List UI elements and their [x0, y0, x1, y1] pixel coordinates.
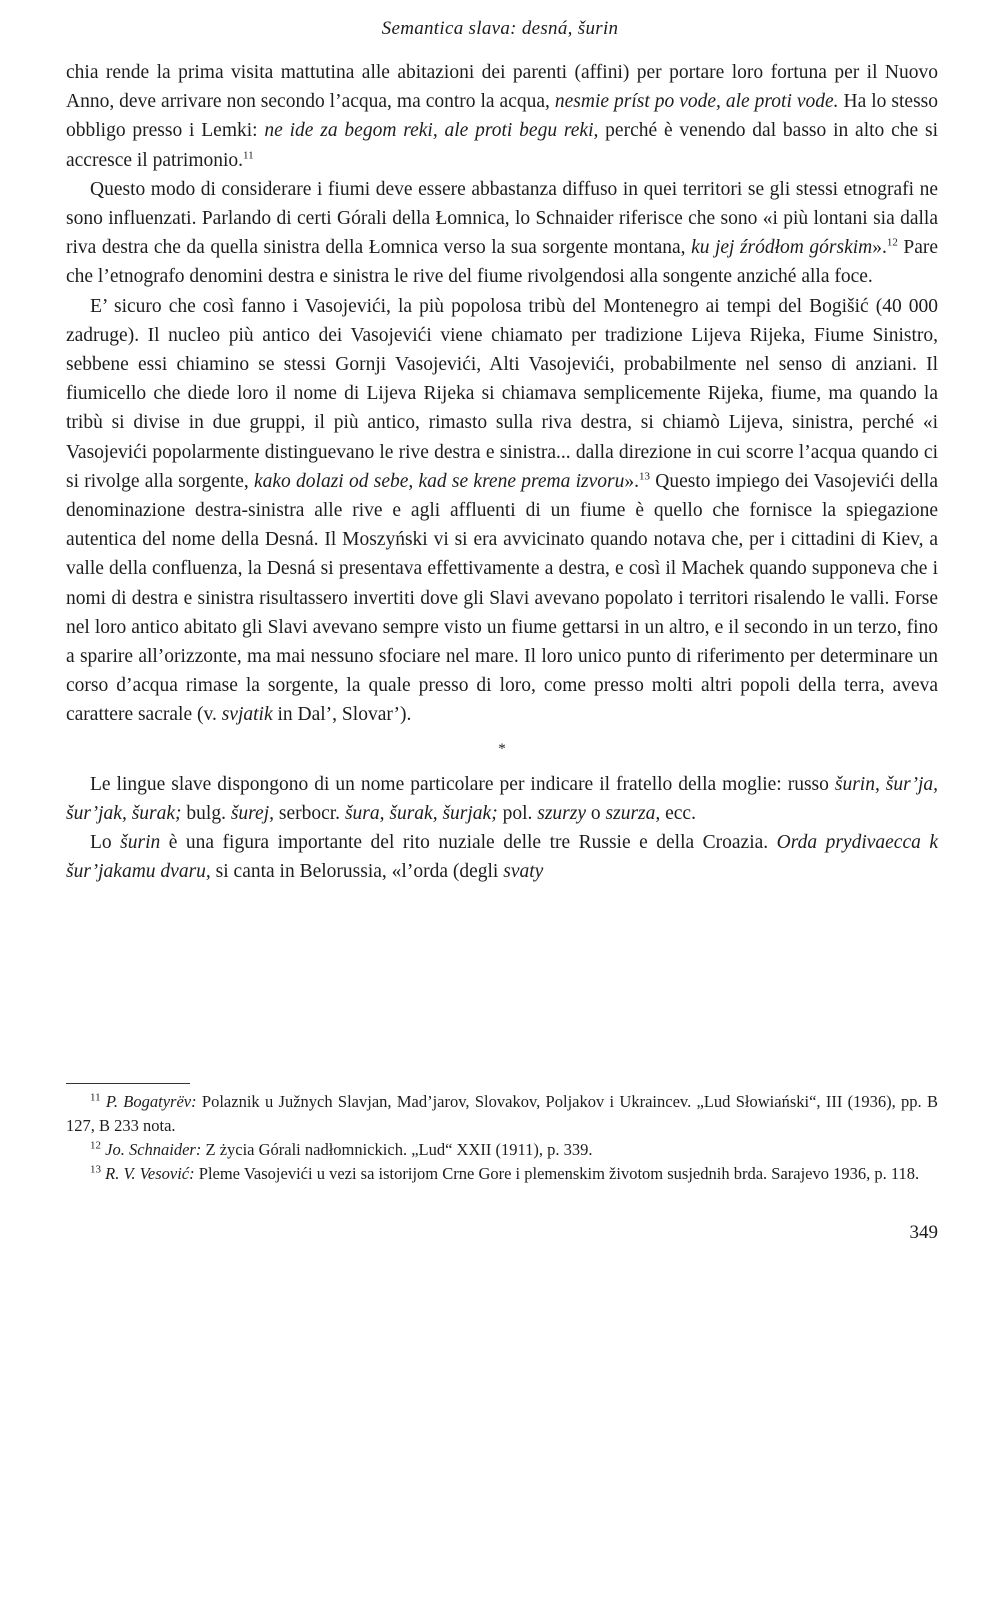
paragraph-5	[66, 828, 938, 886]
main-text	[66, 58, 938, 886]
footnote-text: Z życia Górali nadłomnickich. „Lud“ XXII (1911), p. 339.	[201, 1140, 593, 1159]
footnote-ref-12[interactable]: 12	[886, 236, 898, 249]
text-run: si canta in Belorussia, «l’orda (degli	[210, 861, 504, 883]
paragraph-1	[66, 58, 938, 175]
italic-term: šura, šurak, šurjak;	[344, 802, 498, 824]
italic-quote: ne ide za begom reki, ale proti begu reki,	[264, 120, 599, 142]
text-run: Ha lo stesso obbligo presso i Lemki:	[66, 91, 938, 142]
footnote-text: Polaznik u Južnych Slavjan, Mad’jarov, Slovakov, Poljakov i Ukraincev. „Lud Słowiański“, III (1936), pp. B 127, B 233 nota.	[66, 1092, 938, 1135]
footnote-number: 12	[90, 1139, 101, 1152]
italic-quote: Orda prydivaecca k šur’jakamu dvaru,	[66, 832, 938, 883]
italic-term: šurin, šur’ja, šur’jak, šurak;	[66, 773, 938, 824]
text-run: è una figura importante del rito nuziale delle tre Russie e della Croazia.	[160, 832, 777, 854]
text-run: serbocr.	[274, 802, 345, 824]
text-run: ».	[872, 237, 887, 259]
italic-quote: ku jej źródłom górskim	[691, 237, 873, 259]
text-run: bulg.	[181, 802, 231, 824]
footnote-ref-13[interactable]: 13	[638, 470, 650, 483]
text-run: Lo	[90, 832, 121, 854]
text-run: E’ sicuro che così fanno i Vasojevići, la più popolosa tribù del Montenegro ai tempi del Bogišić (40 000 zadruge). Il nucleo più antico dei Vasojevići viene chiamato per tradizione Lijeva Rijeka, Fiume Sinistro, sebbene essi chiamino se stessi Gornji Vasojevići, Alti Vasojevići, probabilmente nel senso di anziani. Il fiumicello che diede loro il nome di Lijeva Rijeka si chiamava semplicemente Rijeka, fiume, ma quando la tribù si divise in due gruppi, il più antico, rimasto sulla riva destra, si chiamò Lijeva, sinistra, perché «i Vasojevići popolarmente distinguevano le rive destra e sinistra... dalla direzione in cui scorre l’acqua quando ci si rivolge alla sorgente,	[66, 295, 938, 492]
text-run: ».	[624, 470, 639, 492]
footnote-ref-11[interactable]: 11	[243, 149, 254, 162]
footnotes	[66, 1090, 938, 1186]
paragraph-2	[66, 175, 938, 292]
footnote-author: Jo. Schnaider:	[105, 1140, 202, 1159]
page-number: 349	[909, 1222, 938, 1243]
footnote-divider	[66, 1083, 190, 1084]
italic-term: šurin	[120, 832, 161, 854]
footnote-12	[66, 1138, 938, 1162]
text-run: chia rende la prima visita mattutina alle abitazioni dei parenti (affini) per portare loro fortuna per il Nuovo Anno, deve arrivare non secondo l’acqua, ma contro la acqua,	[66, 62, 938, 113]
running-head: Semantica slava: desná, šurin	[381, 18, 619, 39]
text-run: ecc.	[660, 802, 696, 824]
text-run: pol.	[497, 802, 538, 824]
paragraph-3	[66, 292, 938, 730]
footnote-11	[66, 1090, 938, 1138]
text-run: Questo modo di considerare i fiumi deve essere abbastanza diffuso in quei territori se gli stessi etnografi ne sono influenzati. Parlando di certi Górali della Łomnica, lo Schnaider riferisce che sono «i più lontani sia dalla riva destra che da quella sinistra della Łomnica verso la sua sorgente montana,	[66, 178, 938, 259]
text-run: in Dal’, Slovar’).	[272, 704, 412, 726]
paragraph-4	[66, 770, 938, 828]
italic-term: svaty	[503, 861, 544, 883]
footnote-number: 11	[90, 1091, 101, 1104]
italic-term: szurzy	[537, 802, 587, 824]
italic-quote: kako dolazi od sebe, kad se krene prema izvoru	[253, 470, 625, 492]
italic-quote: nesmie príst po vode, ale proti vode.	[554, 91, 839, 113]
footnote-text: Pleme Vasojevići u vezi sa istorijom Crne Gore i plemenskim životom susjednih brda. Sarajevo 1936, p. 118.	[194, 1164, 920, 1183]
footnote-author: P. Bogatyrëv:	[105, 1092, 197, 1111]
text-run: Le lingue slave dispongono di un nome particolare per indicare il fratello della moglie: russo	[90, 773, 835, 795]
italic-term: svjatik	[221, 704, 273, 726]
text-run: perché è venendo dal basso in alto che si accresce il patrimonio.	[66, 120, 938, 171]
footnote-13	[66, 1162, 938, 1186]
text-run: o	[586, 802, 606, 824]
footnote-author: R. V. Vesović:	[105, 1164, 195, 1183]
italic-term: šurej,	[230, 802, 274, 824]
footnote-number: 13	[90, 1163, 101, 1176]
italic-term: szurza,	[605, 802, 661, 824]
section-separator: *	[498, 740, 506, 757]
text-run: Pare che l’etnografo denomini destra e sinistra le rive del fiume rivolgendosi alla songente anziché alla foce.	[66, 237, 938, 288]
text-run: Questo impiego dei Vasojevići della denominazione destra-sinistra alle rive e agli affluenti di un fiume è quello che fornisce la spiegazione autentica del nome della Desná. Il Moszyński vi si era avvicinato quando notava che, per i cittadini di Kiev, a valle della confluenza, la Desná si presentava effettivamente a destra, e così il Machek quando supponeva che i nomi di destra e sinistra risultassero invertiti dove gli Slavi avevano popolato i territori risalendo le valli. Forse nel loro antico abitato gli Slavi avevano sempre visto un fiume gettarsi in un altro, e il secondo in un terzo, fino a sparire all’orizzonte, ma mai nessuno sfociare nel mare. Il loro unico punto di riferimento per determinare un corso d’acqua rimase la sorgente, la quale presso di loro, come presso molti altri popoli della terra, aveva carattere sacrale (v.	[66, 470, 938, 726]
